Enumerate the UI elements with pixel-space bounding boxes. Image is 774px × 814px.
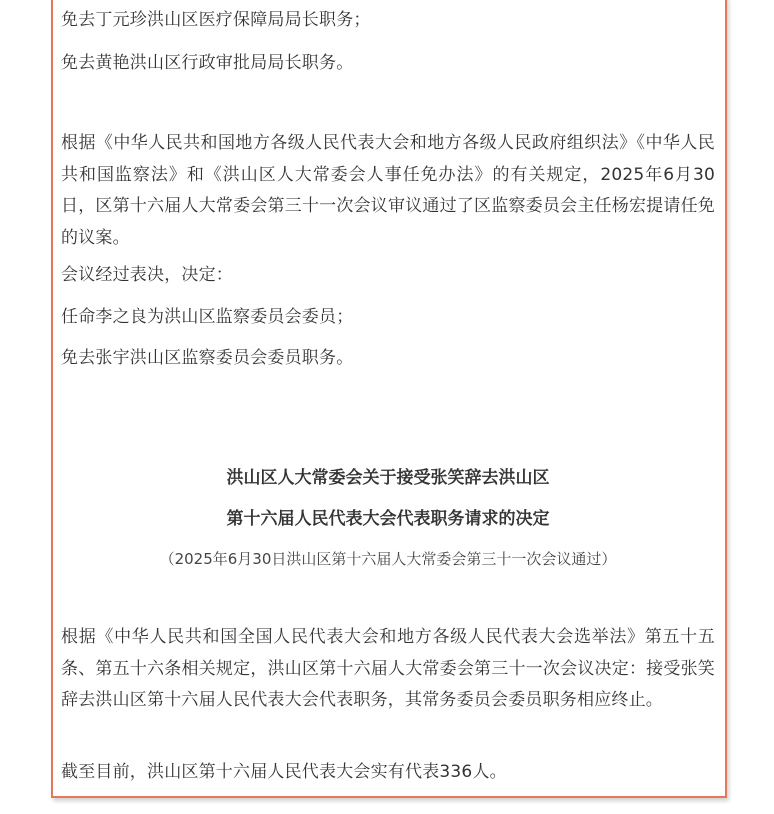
decision-subtitle: （2025年6月30日洪山区第十六届人大常委会第三十一次会议通过） (159, 550, 617, 568)
resignation-basis-paragraph: 根据《中华人民共和国全国人民代表大会和地方各级人民代表大会选举法》第五十五条、第五十六条相关规定，洪山区第十六届人大常委会第三十一次会议决定：接受张笑辞去洪山区第十六届人民代表大会代表职务，其常务委员会委员职务相应终止。 (61, 627, 715, 710)
decision-title-line-1: 洪山区人大常委会关于接受张笑辞去洪山区 (226, 468, 550, 488)
decision-title-line-2: 第十六届人民代表大会代表职务请求的决定 (226, 509, 550, 529)
deputy-count-line: 截至目前，洪山区第十六届人民代表大会实有代表336人。 (61, 762, 507, 782)
vote-decision-line: 会议经过表决，决定： (61, 265, 233, 285)
removal-line-1: 免去丁元珍洪山区医疗保障局局长职务； (61, 10, 371, 30)
removal-line-2: 免去黄艳洪山区行政审批局局长职务。 (61, 53, 354, 73)
legal-basis-paragraph: 根据《中华人民共和国地方各级人民代表大会和地方各级人民政府组织法》《中华人民共和国监察法》和《洪山区人大常委会人事任免办法》的有关规定，2025年6月30日，区第十六届人大常委会第三十一次会议审议通过了区监察委员会主任杨宏提请任免的议案。 (61, 133, 715, 248)
appointment-line: 任命李之良为洪山区监察委员会委员； (61, 307, 354, 327)
removal-line-3: 免去张宇洪山区监察委员会委员职务。 (61, 348, 354, 368)
